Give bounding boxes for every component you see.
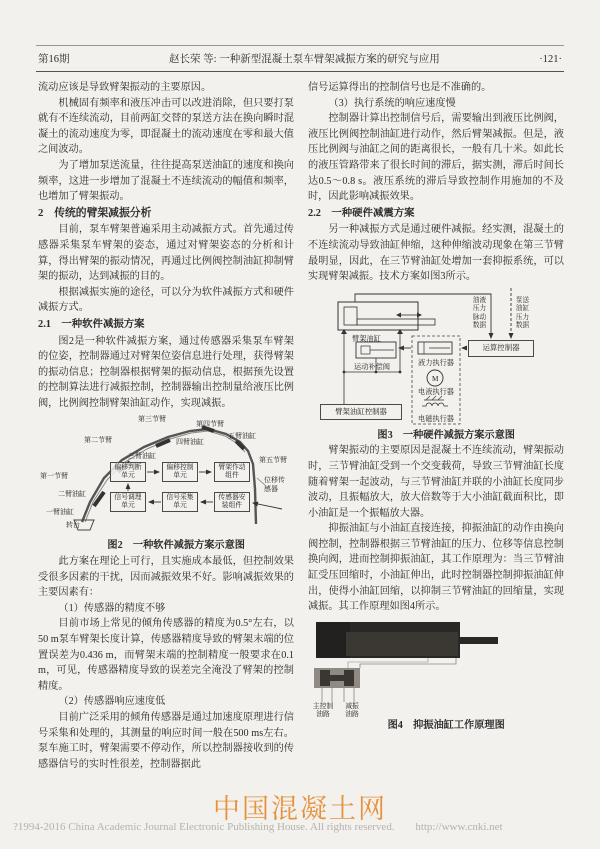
right-column [308,80,564,772]
running-title: 赵长荣 等: 一种新型混凝土泵车臂架减振方案的研究与应用 [169,54,440,65]
header-bottom-rule [36,71,564,72]
paragraph: 信号运算得出的控制信号也是不准确的。 [308,82,492,93]
fig2-label-displacement-sensor: 位移传感器 [264,476,285,493]
fig2-label-boom2: 第二节臂 [84,436,112,445]
figure-4-caption: 图4 抑振油缸工作原理图 [387,719,505,731]
copyright-text: ?1994-2016 China Academic Journal Electronic Publishing House. All rights reserved. [13,821,395,833]
fig2-label-cyl5: 五臂油缸 [228,432,256,441]
fig3-box-computing-controller: 运算控制器 [468,340,534,357]
left-column [38,80,294,772]
fig3-label-boom-cylinder: 臂架油缸 [352,334,381,343]
figure-2-caption: 图2 一种软件减振方案示意图 [107,540,245,552]
paragraph: 目前广泛采用的倾角传感器是通过加速度原理进行信号采集和处理的，其测量的响应时间一般在500 ms左右。泵车施工时，臂架需要不停动作，所以控制器接收到的传感器信号的实时性很差，控制器据此 [38,712,294,770]
figure-3-caption: 图3 一种硬件减振方案示意图 [377,429,515,441]
fig4-label-damping-circuit: 减振油路 [345,702,359,718]
paragraph: 此方案在理论上可行，且实施成本最低，但控制效果受很多因素的干扰，因而减振效果不好。影响减振效果的主要因素有： [38,556,294,599]
fig3-label-electromagnetic-actuator: 电磁执行器 [418,414,454,423]
fig3-box-boom-cylinder-controller: 臂架油缸控制器 [320,404,402,420]
paragraph: 抑振油缸与小油缸直接连接，抑振油缸的动作由换向阀控制，控制器根据三节臂油缸的压力、位移等信息控制换向阀，进而控制抑振油缸，其工作原理为：当三节臂油缸受压回缩时，小油缸伸出，此时控制器控制抑振油缸伸出，使得小油缸回缩，以抑制三节臂油缸的回缩量，实现减振。其工作原理如图4所示。 [308,523,564,613]
fig2-label-base: 转台 [66,521,80,530]
paragraph: 目前市场上常见的倾角传感器的精度为0.5°左右，以50 m泵车臂架长度计算，传感器精度导致的臂架末端的位置误差为0.436 m，而臂架末端的控制精度一般要求在0.1 m，可见，传感器精度导致的误差完全淹没了臂架的控制精度。 [38,618,294,692]
paragraph: 为了增加泵送流量，往往提高泵送油缸的速度和换向频率，这进一步增加了混凝土不连续流动的幅值和频率，也增加了臂架振动。 [38,159,294,203]
watermark-china-concrete-net: 中国混凝土网 [213,794,387,824]
section-heading-2-2: 2.2 一种硬件减震方案 [308,207,415,219]
section-heading-2: 2 传统的臂架减振分析 [38,206,152,219]
figure-4-damping-cylinder-photo [308,618,564,718]
page-header [38,51,562,66]
fig3-label-oil-pressure-data: 油液压力脉动数据 [472,296,487,330]
cnki-url-link[interactable]: http://www.cnki.net [415,821,503,833]
fig2-label-cyl1: 一臂油缸 [46,508,74,517]
fig2-label-boom1: 第一节臂 [40,472,68,481]
paragraph: 机械固有频率和液压冲击可以改进消除，但只要打泵就有不连续流动，目前两缸交替的泵送方法在换向瞬时混凝土的流动速度为零，即混凝土的流动速度在零和最大值之间波动。 [38,97,294,156]
list-item-3: （3）执行系统的响应速度慢 [328,97,456,109]
list-item-1: （1）传感器的精度不够 [58,602,166,614]
fig2-box-offset-judge: 偏移判断单元 [110,462,146,482]
paragraph: 控制器计算出控制信号后，需要输出到液压比例阀，液压比例阀控制油缸进行动作，然后臂架减振。但是，液压比例阀与油缸之间的距离很长，一般有几十米。如此长的液压管路带来了很长时间的滞后，据实测，滞后时间长达0.5～0.8 s。液压系统的滞后导致控制作用施加的不及时，因此影响减振效果。 [308,113,564,203]
paragraph: 图2是一种软件减振方案，通过传感器采集泵车臂架的位姿，控制器通过对臂架位姿信息进行处理，获得臂架的振动信息；控制器根据臂架的振动信息，根据预先设置的控制算法进行减振控制，控制器输出控制量给液压比例阀，比例阀控制臂架油缸动作，实现减振。 [38,335,294,409]
page-number: ·121· [539,54,562,65]
fig2-box-signal-condition: 信号调理单元 [110,492,146,512]
issue-label: 第16期 [38,54,70,65]
two-column-body [38,80,564,772]
figure-3-hardware-scheme [308,288,564,428]
paragraph: 根据减振实施的途径，可以分为软件减振方式和硬件减振方式。 [38,286,294,314]
fig2-box-boom-actuator: 臂架作动组件 [214,462,250,482]
page-footer [13,821,503,833]
fig2-label-boom4: 第四节臂 [196,420,224,429]
fig3-label-motor-m: M [432,374,439,383]
fig2-label-boom3: 第三节臂 [138,415,166,424]
fig2-label-cyl2: 二臂油缸 [58,490,86,499]
fig3-label-pump-cylinder-data: 泵送油缸压力数据 [515,296,530,330]
paragraph: 臂架振动的主要原因是混凝土不连续流动，臂架振动时，三节臂油缸受到一个交变载荷，导致三节臂油缸长度随着臂架一起波动，与三节臂油缸并联的小油缸长度同步波动，且振幅放大，放大倍数等于大小油缸截面积比，即小油缸是一个振幅放大器。 [308,445,564,519]
fig3-label-compensation-valve: 运动补偿阀 [354,362,390,371]
fig2-label-cyl3: 三臂油缸 [128,452,156,461]
fig2-box-signal-acquire: 信号采集单元 [162,492,198,512]
fig4-label-main-control-circuit: 主控制油路 [312,702,334,718]
fig2-box-offset-control: 偏移控制单元 [162,462,198,482]
paragraph: 另一种减振方式是通过硬件减振。经实测，混凝土的不连续流动导致油缸伸缩，这种伸缩波动现象在第三节臂最明显，因此，在三节臂油缸处增加一套抑振系统，可以实现臂架减振。技术方案如图3所示。 [308,224,564,283]
section-heading-2-1: 2.1 一种软件减振方案 [38,318,145,330]
fig2-box-sensor-mount: 传感器安装组件 [214,492,250,512]
paragraph: 目前，泵车臂架普遍采用主动减振方式。首先通过传感器采集泵车臂架的姿态，通过对臂架姿态的分析和计算，得出臂架的振动情况，再通过比例阀控制油缸抑制臂架的振动，达到减振的目的。 [38,224,294,283]
header-top-rule [36,45,564,46]
fig2-label-cyl4: 四臂油缸 [176,438,204,447]
fig3-label-electrohydraulic-actuator: 电液执行器 [418,387,454,396]
list-item-2: （2）传感器响应速度低 [58,696,166,708]
fig3-label-hydraulic-actuator: 液力执行器 [418,358,454,367]
fig2-label-boom5: 第五节臂 [259,456,287,465]
paragraph: 流动应该是导致臂架振动的主要原因。 [38,82,212,93]
figure-2-software-scheme [38,414,294,538]
